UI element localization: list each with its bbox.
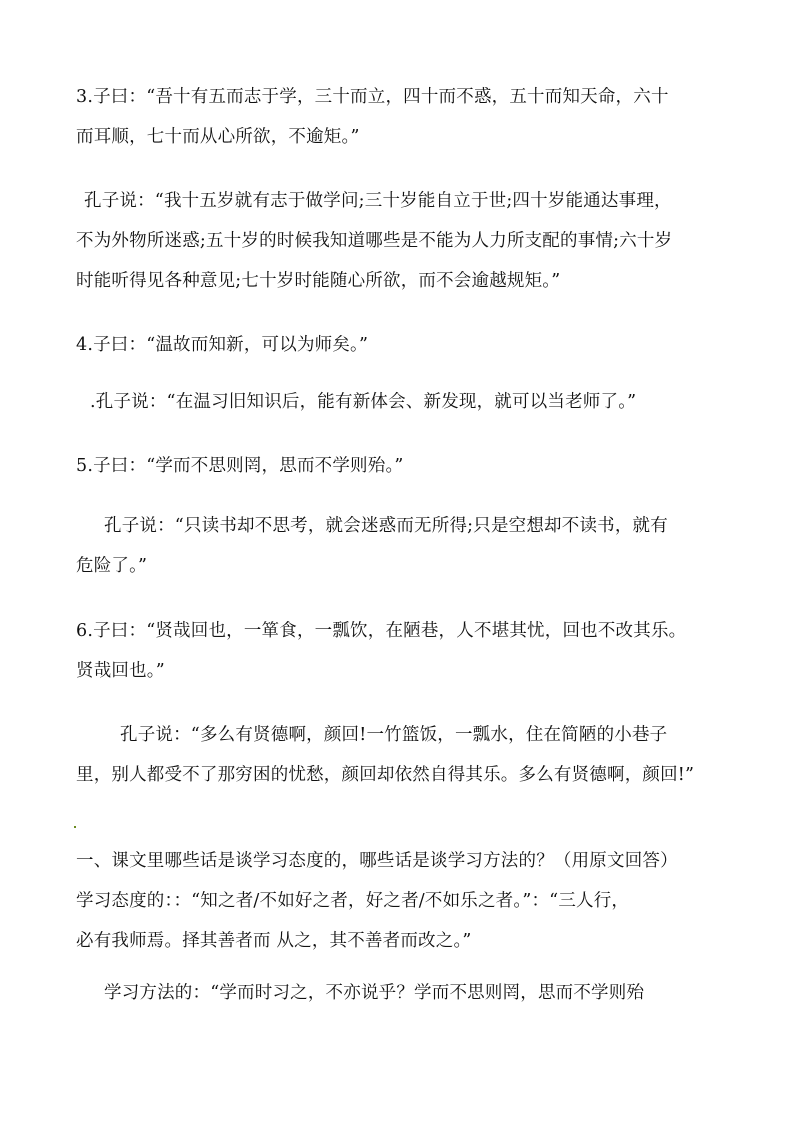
- item6-quote-line1: 6.子曰：“贤哉回也，一箪食，一瓢饮，在陋巷，人不堪其忧，回也不改其乐。: [76, 621, 687, 641]
- paragraph-mark-icon: [74, 826, 76, 828]
- item3-quote-line2: 而耳顺，七十而从心所欲，不逾矩。”: [76, 127, 360, 147]
- item4-translation-line1: .孔子说：“在温习旧知识后，能有新体会、新发现，就可以当老师了。”: [90, 392, 637, 412]
- item3-translation-line2: 不为外物所迷惑;五十岁的时候我知道哪些是不能为人力所支配的事情;六十岁: [76, 231, 673, 251]
- exercise-method-line1: 学习方法的：“学而时习之，不亦说乎？学而不思则罔，思而不学则殆: [104, 983, 645, 1003]
- item5-translation-line2: 危险了。”: [76, 556, 148, 576]
- exercise-attitude-line2: 必有我师焉。择其善者而 从之，其不善者而改之。”: [76, 931, 472, 951]
- item6-translation-line1: 孔子说：“多么有贤德啊，颜回!一竹篮饭，一瓢水，住在简陋的小巷子: [120, 725, 668, 745]
- item3-translation-line1: 孔子说：“我十五岁就有志于做学问;三十岁能自立于世;四十岁能通达事理，: [84, 191, 672, 211]
- exercise-question: 一、课文里哪些话是谈学习态度的，哪些话是谈学习方法的？（用原文回答）: [76, 851, 678, 871]
- item5-translation-line1: 孔子说：“只读书却不思考，就会迷惑而无所得;只是空想却不读书，就有: [104, 516, 668, 536]
- item6-translation-line2: 里，别人都受不了那穷困的忧愁，颜回却依然自得其乐。多么有贤德啊，颜回!”: [76, 765, 695, 785]
- item3-translation-line3: 时能听得见各种意见;七十岁时能随心所欲，而不会逾越规矩。”: [76, 271, 561, 291]
- exercise-attitude-line1: 学习态度的：：“知之者/不如好之者，好之者/不如乐之者。”：“三人行，: [76, 891, 630, 911]
- item3-quote-line1: 3.子曰：“吾十有五而志于学，三十而立，四十而不惑，五十而知天命，六十: [76, 87, 669, 107]
- item5-quote-line1: 5.子曰：“学而不思则罔，思而不学则殆。”: [76, 456, 404, 476]
- item4-quote-line1: 4.子曰：“温故而知新，可以为师矣。”: [76, 335, 369, 355]
- item6-quote-line2: 贤哉回也。”: [76, 661, 165, 681]
